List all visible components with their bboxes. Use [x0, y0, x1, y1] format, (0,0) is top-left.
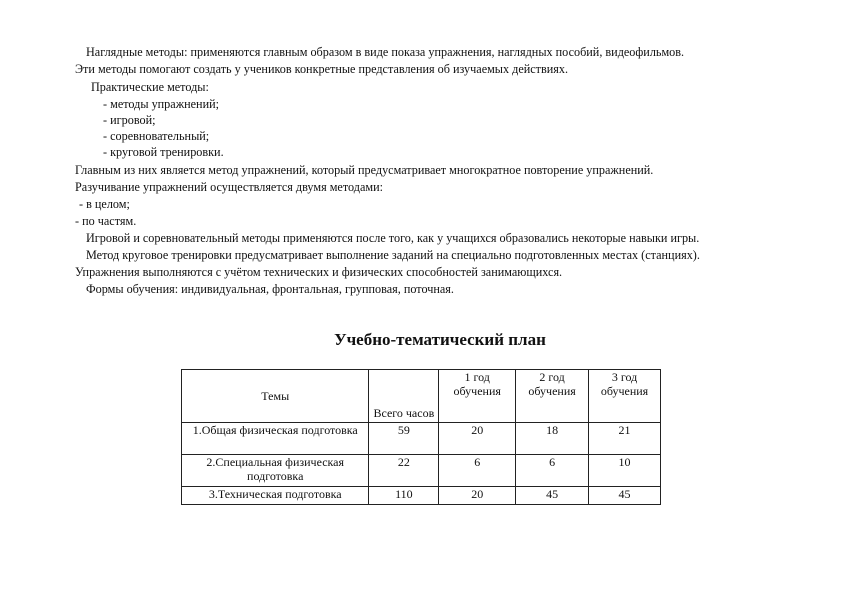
list-item: - круговой тренировки.	[103, 145, 224, 159]
header-cell-topics: Темы	[182, 370, 369, 423]
list-item: - методы упражнений;	[103, 97, 219, 111]
table-cell-year-1: 20	[439, 487, 516, 505]
paragraph: Игровой и соревновательный методы применяются после того, как у учащихся образовались некоторые навыки игры.	[86, 231, 700, 245]
plan-title: Учебно-тематический план	[334, 330, 546, 349]
table-cell-total: 110	[369, 487, 439, 505]
paragraph: Упражнения выполняются с учётом технических и физических способностей занимающихся.	[75, 265, 563, 279]
table-cell-topic: 2.Специальная физическая подготовка	[182, 455, 369, 487]
header-cell-year-1: 1 год обучения	[439, 370, 516, 423]
paragraph: Формы обучения: индивидуальная, фронтальная, групповая, поточная.	[86, 282, 454, 296]
table-row	[182, 455, 661, 487]
header-cell-year-3: 3 год обучения	[589, 370, 661, 423]
list-item: - по частям.	[75, 214, 137, 228]
table-cell-year-1: 20	[439, 423, 516, 455]
paragraph: Наглядные методы: применяются главным образом в виде показа упражнения, наглядных пособий, видеофильмов.	[86, 45, 685, 59]
table-cell-year-2: 6	[516, 455, 589, 487]
header-cell-total-hours: Всего часов	[369, 370, 439, 423]
table-cell-year-1: 6	[439, 455, 516, 487]
paragraph: Разучивание упражнений осуществляется двумя методами:	[75, 180, 383, 194]
paragraph: Эти методы помогают создать у учеников конкретные представления об изучаемых действиях.	[75, 62, 569, 76]
table-cell-topic: 3.Техническая подготовка	[182, 487, 369, 505]
table-cell-total: 59	[369, 423, 439, 455]
table-cell-year-3: 10	[589, 455, 661, 487]
table-row	[182, 423, 661, 455]
paragraph: Практические методы:	[91, 80, 209, 94]
list-item: - в целом;	[79, 197, 130, 211]
table-header-row	[182, 370, 661, 423]
table-cell-total: 22	[369, 455, 439, 487]
paragraph: Метод круговое тренировки предусматривает выполнение заданий на специально подготовленных местах (станциях).	[86, 248, 700, 262]
table-cell-year-3: 45	[589, 487, 661, 505]
table-cell-year-2: 18	[516, 423, 589, 455]
list-item: - игровой;	[103, 113, 156, 127]
table-cell-year-3: 21	[589, 423, 661, 455]
header-cell-year-2: 2 год обучения	[516, 370, 589, 423]
table-row	[182, 487, 661, 505]
table-cell-topic: 1.Общая физическая подготовка	[182, 423, 369, 455]
plan-table	[181, 369, 661, 505]
table-cell-year-2: 45	[516, 487, 589, 505]
paragraph: Главным из них является метод упражнений, который предусматривает многократное повторение упражнений.	[75, 163, 654, 177]
list-item: - соревновательный;	[103, 129, 210, 143]
